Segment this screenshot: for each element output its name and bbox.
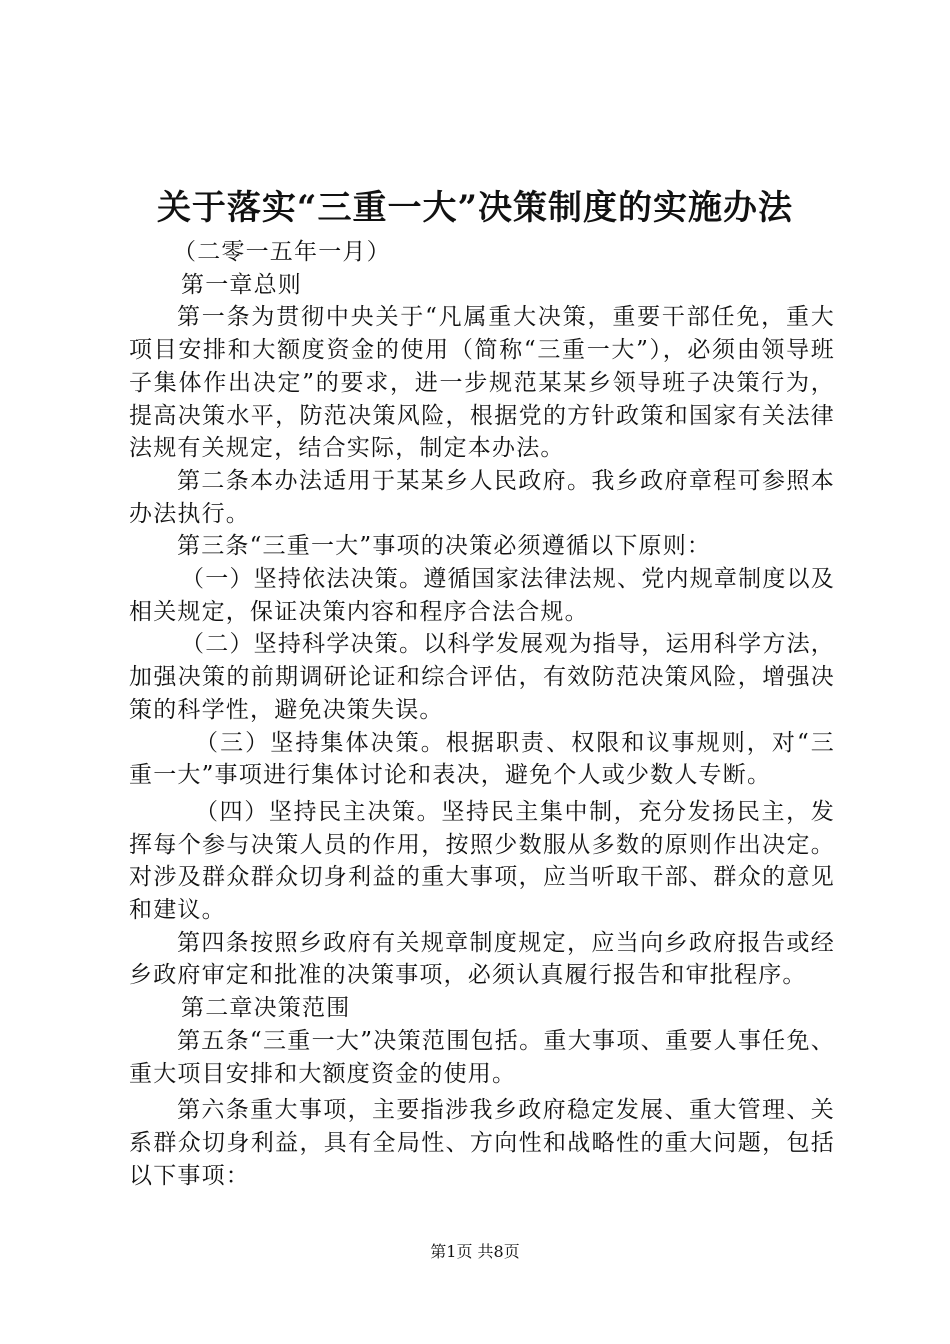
article-2: 第二条本办法适用于某某乡人民政府。我乡政府章程可参照本办法执行。 — [129, 467, 835, 527]
principle-1: （一）坚持依法决策。遵循国家法律法规、党内规章制度以及相关规定，保证决策内容和程序合法合规。 — [129, 566, 835, 625]
principle-4: （四）坚持民主决策。坚持民主集中制，充分发扬民主，发挥每个参与决策人员的作用，按照少数服从多数的原则作出决定。对涉及群众群众切身利益的重大事项，应当听取干部、群众的意见和建议。 — [129, 798, 835, 924]
chapter-heading-1: 第一章总则 — [181, 271, 302, 298]
date-line: （二零一五年一月） — [173, 239, 391, 265]
principle-2: （二）坚持科学决策。以科学发展观为指导，运用科学方法，加强决策的前期调研论证和综合评估，有效防范决策风险，增强决策的科学性，避免决策失误。 — [129, 631, 835, 723]
article-5: 第五条“三重一大”决策范围包括。重大事项、重要人事任免、重大项目安排和大额度资金的使用。 — [129, 1027, 835, 1087]
article-4: 第四条按照乡政府有关规章制度规定，应当向乡政府报告或经乡政府审定和批准的决策事项，必须认真履行报告和审批程序。 — [129, 929, 835, 989]
article-1: 第一条为贯彻中央关于“凡属重大决策，重要干部任免，重大项目安排和大额度资金的使用（简称“三重一大”），必须由领导班子集体作出决定”的要求，进一步规范某某乡领导班子决策行为，提高决策水平，防范决策风险，根据党的方针政策和国家有关法律法规有关规定，结合实际，制定本办法。 — [129, 304, 835, 462]
document-title: 关于落实“三重一大”决策制度的实施办法 — [156, 188, 794, 228]
page-number-footer: 第1页 共8页 — [430, 1242, 520, 1261]
principle-3: （三）坚持集体决策。根据职责、权限和议事规则，对“三重一大”事项进行集体讨论和表决，避免个人或少数人专断。 — [129, 729, 835, 789]
article-6: 第六条重大事项，主要指涉我乡政府稳定发展、重大管理、关系群众切身利益，具有全局性、方向性和战略性的重大问题，包括以下事项： — [129, 1097, 835, 1189]
article-3: 第三条“三重一大”事项的决策必须遵循以下原则： — [177, 533, 712, 560]
document-body — [129, 236, 835, 1192]
chapter-heading-2: 第二章决策范围 — [181, 995, 351, 1022]
